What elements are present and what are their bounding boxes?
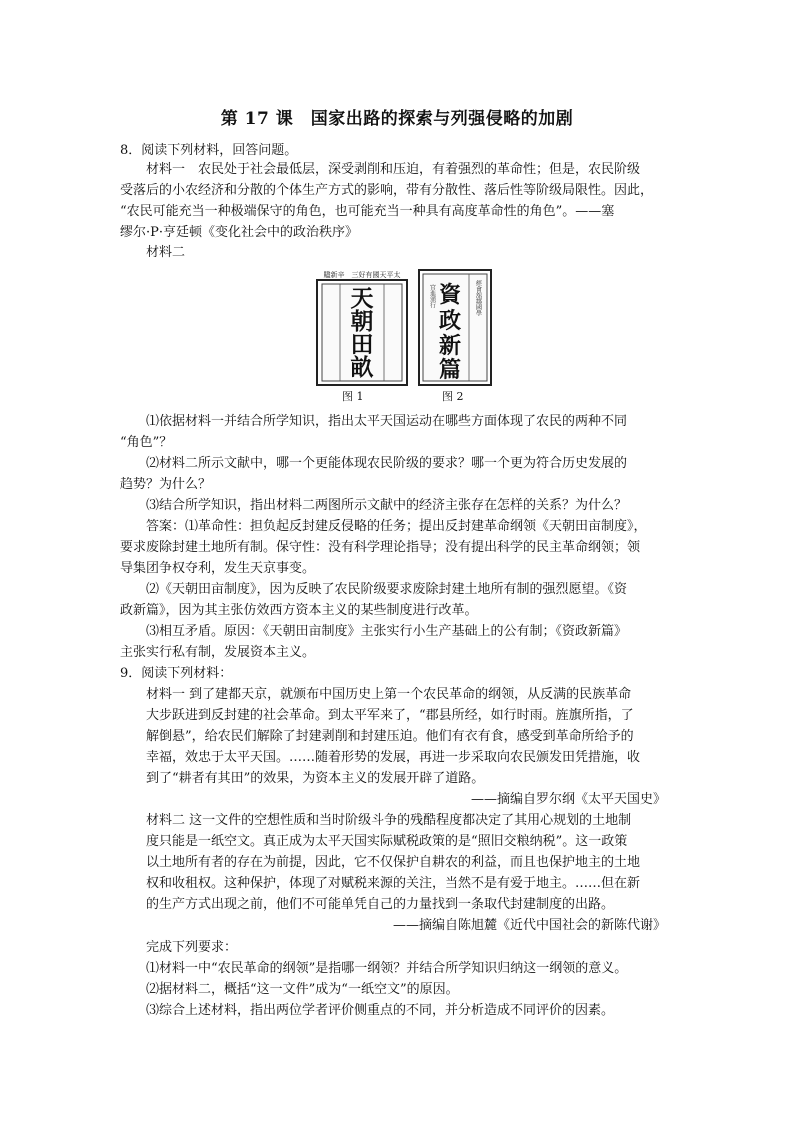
q8-answer2-line2: 政新篇》，因为其主张仿效西方资本主义的某些制度进行改革。 xyxy=(120,603,478,618)
q9-requirement1: ⑴材料一中“农民革命的纲领”是指哪一纲领？并结合所学知识归纳这一纲领的意义。 xyxy=(146,961,628,976)
figure-2-caption: 图 2 xyxy=(442,390,464,403)
q9-material1-line5: 到了“耕者有其田”的效果，为资本主义的发展开辟了道路。 xyxy=(146,771,485,786)
q9-material1-source: ——摘编自罗尔纲《太平天国史》 xyxy=(470,792,666,807)
q8-answer3-line2: 主张实行私有制，发展资本主义。 xyxy=(120,645,316,660)
q9-requirement3: ⑶综合上述材料，指出两位学者评价侧重点的不同，并分析造成不同评价的因素。 xyxy=(146,1003,615,1018)
q8-answer1-line2: 要求废除封建土地所有制。保守性：没有科学理论指导；没有提出科学的民主革命纲领；领 xyxy=(120,540,641,555)
figure-1-top-text: 贐新辛 三好有國天平太 xyxy=(323,271,401,279)
q9-material2-line3: 以土地所有者的存在为前提，因此，它不仅保护自耕农的利益，而且也保护地主的土地 xyxy=(146,855,641,870)
q8-intro: 8．阅读下列材料，回答问题。 xyxy=(120,143,298,158)
q9-requirements-heading: 完成下列要求： xyxy=(146,940,238,955)
figure-1-tianchao-tianmu xyxy=(316,268,408,386)
q8-material1-line2: 受落后的小农经济和分散的个体生产方式的影响，带有分散性、落后性等阶级局限性。因此， xyxy=(120,183,654,198)
figure-2-zizheng-xinpian xyxy=(418,268,492,386)
q8-question3-line1: ⑶结合所学知识，指出材料二两图所示文献中的经济主张存在怎样的关系？为什么？ xyxy=(146,498,628,513)
svg-text:畝: 畝 xyxy=(350,354,374,381)
q8-question1-line2: “角色”？ xyxy=(120,435,173,450)
svg-text:政: 政 xyxy=(438,308,462,334)
figure-1-caption: 图 1 xyxy=(342,390,364,403)
q9-requirement2: ⑵据材料二，概括“这一文件”成为“一纸空文”的原因。 xyxy=(146,982,459,997)
q8-material1-line4: 缪尔·P·亨廷顿《变化社会中的政治秩序》 xyxy=(120,225,359,240)
q8-answer1-line3: 导集团争权夺利，发生天京事变。 xyxy=(120,561,316,576)
q8-question2-line2: 趋势？为什么？ xyxy=(120,477,212,492)
svg-text:資: 資 xyxy=(438,282,462,308)
q8-answer1-line1: 答案：⑴革命性：担负起反封建反侵略的任务；提出反封建革命纲领《天朝田亩制度》， xyxy=(146,519,647,534)
q8-material2-label: 材料二 xyxy=(146,245,186,260)
q8-question1-line1: ⑴依据材料一并结合所学知识，指出太平天国运动在哪些方面体现了农民的两种不同 xyxy=(146,414,628,429)
q9-material1-line3: 解倒悬”，给农民们解除了封建剥削和封建压迫。他们有衣有食，感受到革命所给予的 xyxy=(146,729,634,744)
q8-answer3-line1: ⑶相互矛盾。原因：《天朝田亩制度》主张实行小生产基础上的公有制；《资政新篇》 xyxy=(146,624,628,639)
svg-text:篇: 篇 xyxy=(438,357,462,383)
svg-text:天: 天 xyxy=(350,285,374,312)
svg-text:官進頒行: 官進頒行 xyxy=(428,284,436,308)
svg-text:經會舘鄒國學: 經會舘鄒國學 xyxy=(474,280,482,316)
svg-text:新: 新 xyxy=(438,333,462,359)
q8-question2-line1: ⑵材料二所示文献中，哪一个更能体现农民阶级的要求？哪一个更为符合历史发展的 xyxy=(146,456,628,471)
q9-material1-line1: 材料一 到了建都天京，就颁布中国历史上第一个农民革命的纲领，从反满的民族革命 xyxy=(146,687,632,702)
q9-material1-line4: 幸福，效忠于太平天国。……随着形势的发展，再进一步采取向农民颁发田凭措施，收 xyxy=(146,750,641,765)
q9-material2-line1: 材料二 这一文件的空想性质和当时阶级斗争的残酷程度都决定了其用心规划的土地制 xyxy=(146,813,632,828)
q9-material2-line2: 度只能是一纸空文。真正成为太平天国实际赋税政策的是“照旧交粮纳税”。这一政策 xyxy=(146,834,628,849)
svg-text:朝: 朝 xyxy=(350,308,374,335)
lesson-title: 第 17 课 国家出路的探索与列强侵略的加剧 xyxy=(220,109,574,129)
q8-material1-line3: “农民可能充当一种极端保守的角色，也可能充当一种具有高度革命性的角色”。——塞 xyxy=(120,204,615,219)
q9-intro: 9．阅读下列材料： xyxy=(120,666,233,681)
q9-material1-line2: 大步跃进到反封建的社会革命。到太平军来了，“郡县所经，如行时雨。旌旗所指，了 xyxy=(146,708,634,723)
q9-material2-source: ——摘编自陈旭麓《近代中国社会的新陈代谢》 xyxy=(392,918,666,933)
q9-material2-line4: 权和收租权。这种保护，体现了对赋税来源的关注，当然不是有爱于地主。……但在新 xyxy=(146,876,641,891)
q8-answer2-line1: ⑵《天朝田亩制度》，因为反映了农民阶级要求废除封建土地所有制的强烈愿望。《资 xyxy=(146,582,628,597)
q8-material1-line1: 材料一 农民处于社会最低层，深受剥削和压迫，有着强烈的革命性；但是，农民阶级 xyxy=(146,162,641,177)
svg-text:田: 田 xyxy=(350,331,374,358)
q9-material2-line5: 的生产方式出现之前，他们不可能单凭自己的力量找到一条取代封建制度的出路。 xyxy=(146,897,615,912)
